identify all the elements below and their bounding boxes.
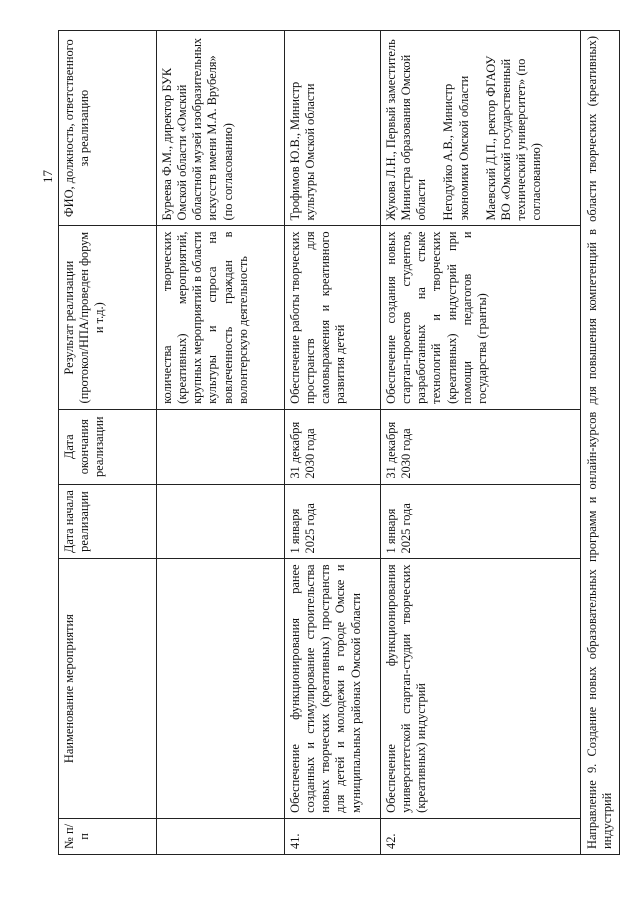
header-start: Дата начала реализации	[59, 484, 157, 559]
cell-start: 1 января 2025 года	[381, 484, 581, 559]
cell-name: Обеспечение функционирования ранее созданных и стимулирование строительства новых творческих (креативных) пространств для детей и молодежи в городе Омске и муниципальных районах Омской области	[285, 559, 381, 818]
table-row	[285, 31, 381, 855]
table-row	[381, 31, 581, 855]
cell-result: Обеспечение создания новых стартап-проектов студентов, разработанных на стыке технологий и творческих (креативных) индустрий при помощи педагогов и государства (гранты)	[381, 226, 581, 409]
page-number: 17	[40, 170, 55, 183]
cell-end	[157, 409, 285, 484]
responsible-person-3: Маевский Д.П., ректор ФГАОУ ВО «Омский государственный технический университет» (по согласованию)	[483, 55, 543, 221]
cell-num: 42.	[381, 818, 581, 854]
cell-end: 31 декабря 2030 года	[285, 409, 381, 484]
events-table	[58, 30, 620, 855]
responsible-person-1: Жукова Л.Н., Первый заместитель Министра образования Омской области	[384, 39, 429, 221]
rotated-table-wrapper	[58, 30, 640, 855]
cell-responsible: Буреева Ф.М., директор БУК Омской области «Омский областной музей изобразительных искусств имени М.А. Врубеля» (по согласованию)	[157, 31, 285, 226]
cell-result: количества творческих (креативных) мероприятий, крупных мероприятий в области культуры и спроса на вовлеченность граждан в волонтерскую деятельность	[157, 226, 285, 409]
header-result: Результат реализации (протокол/НПА/проведен форум и т.д.)	[59, 226, 157, 409]
cell-responsible: Трофимов Ю.В., Министр культуры Омской области	[285, 31, 381, 226]
cell-start	[157, 484, 285, 559]
table-row	[157, 31, 285, 855]
header-responsible: ФИО, должность, ответственного за реализацию	[59, 31, 157, 226]
header-end: Дата окончания реализации	[59, 409, 157, 484]
direction-heading: Направление 9. Создание новых образовательных программ и онлайн-курсов для повышения компетенций в области творческих (креативных) индустрий	[581, 31, 620, 855]
cell-responsible	[381, 31, 581, 226]
cell-start: 1 января 2025 года	[285, 484, 381, 559]
cell-result: Обеспечение работы творческих пространств для самовыражения и креативного развития детей	[285, 226, 381, 409]
header-num: № п/п	[59, 818, 157, 854]
table-sheet	[58, 30, 640, 855]
table-header-row	[59, 31, 157, 855]
cell-end: 31 декабря 2030 года	[381, 409, 581, 484]
header-name: Наименование мероприятия	[59, 559, 157, 818]
cell-name	[157, 559, 285, 818]
cell-name: Обеспечение функционирования университетской стартап-студии творческих (креативных) индустрий	[381, 559, 581, 818]
cell-num	[157, 818, 285, 854]
cell-num: 41.	[285, 818, 381, 854]
responsible-person-2: Негодуйко А.В., Министр экономики Омской области	[441, 75, 471, 221]
direction-row	[581, 31, 620, 855]
